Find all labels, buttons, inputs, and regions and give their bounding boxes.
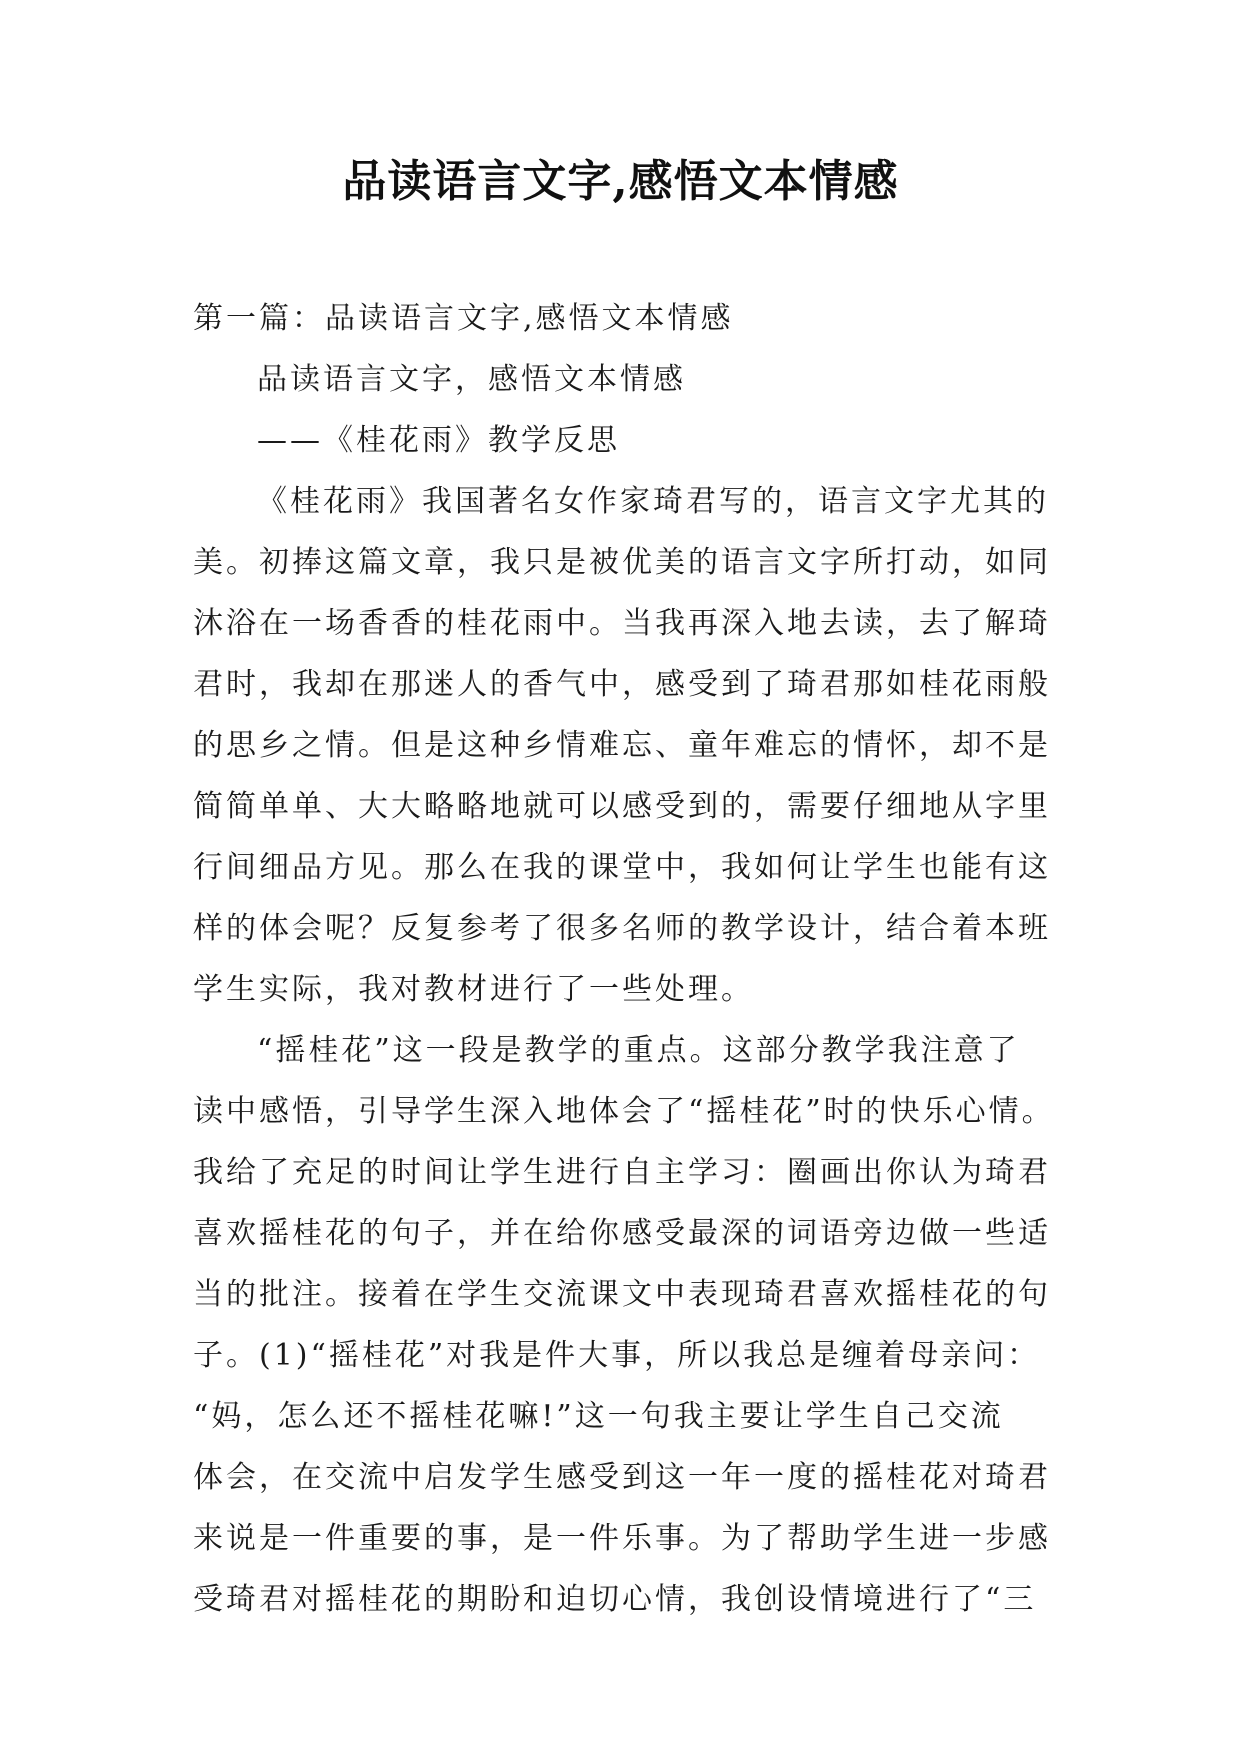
document-title: 品读语言文字,感悟文本情感 <box>342 156 899 207</box>
paragraph-line: 受琦君对摇桂花的期盼和迫切心情，我创设情境进行了“三 <box>193 1582 1037 1617</box>
article-subtitle: ——《桂花雨》教学反思 <box>257 423 620 458</box>
document-body <box>193 288 1055 1630</box>
paragraph-line: 喜欢摇桂花的句子，并在给你感受最深的词语旁边做一些适 <box>193 1216 1051 1251</box>
paragraph-line: 学生实际，我对教材进行了一些处理。 <box>193 972 754 1007</box>
article-title: 品读语言文字，感悟文本情感 <box>257 362 686 397</box>
paragraph-line: “摇桂花”这一段是教学的重点。这部分教学我注意了 <box>257 1033 1020 1068</box>
paragraph-line: 我给了充足的时间让学生进行自主学习：圈画出你认为琦君 <box>193 1155 1051 1190</box>
paragraph-line: 行间细品方见。那么在我的课堂中，我如何让学生也能有这 <box>193 850 1051 885</box>
paragraph-line: 体会，在交流中启发学生感受到这一年一度的摇桂花对琦君 <box>193 1460 1051 1495</box>
paragraph-line: 《桂花雨》我国著名女作家琦君写的，语言文字尤其的 <box>257 484 1049 519</box>
paragraph-line: 简简单单、大大略略地就可以感受到的，需要仔细地从字里 <box>193 789 1051 824</box>
paragraph-line: 样的体会呢？反复参考了很多名师的教学设计，结合着本班 <box>193 911 1051 946</box>
paragraph-line: 当的批注。接着在学生交流课文中表现琦君喜欢摇桂花的句 <box>193 1277 1051 1312</box>
paragraph-line: “妈，怎么还不摇桂花嘛!”这一句我主要让学生自己交流 <box>193 1399 1004 1434</box>
paragraph-line: 沐浴在一场香香的桂花雨中。当我再深入地去读，去了解琦 <box>193 606 1051 641</box>
paragraph-line: 的思乡之情。但是这种乡情难忘、童年难忘的情怀，却不是 <box>193 728 1051 763</box>
paragraph-line: 来说是一件重要的事，是一件乐事。为了帮助学生进一步感 <box>193 1521 1051 1556</box>
paragraph-line: 君时，我却在那迷人的香气中，感受到了琦君那如桂花雨般 <box>193 667 1051 702</box>
paragraph-line: 读中感悟，引导学生深入地体会了“摇桂花”时的快乐心情。 <box>193 1094 1055 1129</box>
paragraph-line: 美。初捧这篇文章，我只是被优美的语言文字所打动，如同 <box>193 545 1051 580</box>
section-heading: 第一篇：品读语言文字,感悟文本情感 <box>193 301 734 336</box>
paragraph-line: 子。(1)“摇桂花”对我是件大事，所以我总是缠着母亲问： <box>193 1338 1041 1373</box>
